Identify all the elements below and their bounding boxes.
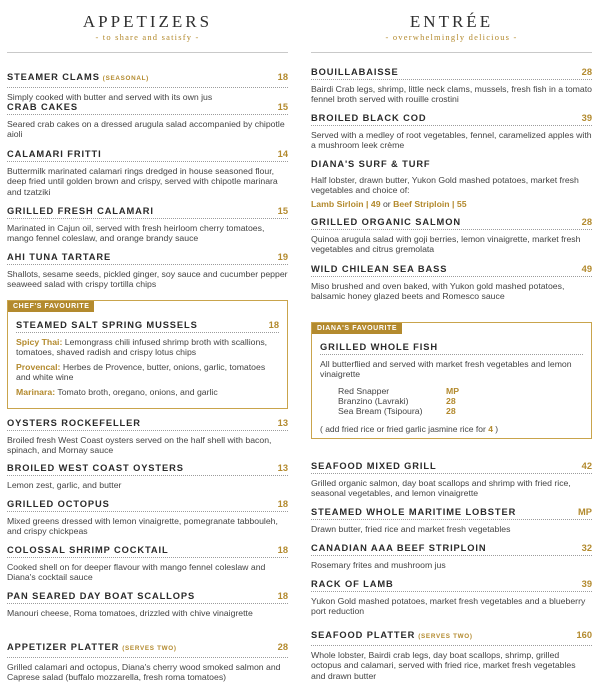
item-description: Grilled organic salmon, day boat scallops and shrimp with fried rice, seasonal vegetables, and lemon vinaigrette: [311, 478, 571, 499]
menu-item-broiled-west-coast-oysters: [7, 463, 288, 490]
rice-addon-note: ( add fried rice or fried garlic jasmine rice for 4 ): [320, 423, 499, 434]
item-price: 13: [277, 418, 288, 428]
item-price: 18: [268, 320, 279, 330]
item-name: WILD CHILEAN SEA BASS: [311, 264, 448, 274]
dianas-favourite-box: [311, 322, 592, 439]
mussels-variant: Provencal: Herbes de Provence, butter, onions, garlic, tomatoes and white wine: [16, 361, 266, 383]
menu-item-surf-and-turf: [311, 159, 592, 209]
entree-subtitle: - overwhelmingly delicious -: [385, 32, 518, 42]
item-price: 49: [581, 264, 592, 274]
menu-item-steamer-clams: [7, 67, 288, 102]
mussels-variant: Marinara: Tomato broth, oregano, onions, and garlic: [16, 386, 218, 397]
menu-item-wild-chilean-sea-bass: [311, 264, 592, 302]
item-price: 28: [277, 642, 288, 652]
fish-row: Branzino (Lavraki) 28: [338, 395, 456, 406]
item-tag: (SEASONAL): [102, 75, 149, 82]
item-price: 28: [581, 67, 592, 77]
item-name: BOUILLABAISSE: [311, 67, 399, 77]
menu-item-appetizer-platter: [7, 637, 288, 683]
menu-item-colossal-shrimp-cocktail: [7, 545, 288, 583]
item-description: Yukon Gold mashed potatoes, market fresh vegetables and a blueberry port reduction: [311, 596, 586, 617]
item-description: Mixed greens dressed with lemon vinaigrette, pomegranate tabbouleh, and crispy chickpeas: [7, 516, 278, 537]
dianas-favourite-label: DIANA'S FAVOURITE: [312, 323, 402, 334]
item-name: DIANA'S SURF & TURF: [311, 159, 431, 169]
item-description: Shallots, sesame seeds, pickled ginger, soy sauce and cucumber pepper seaweed salad with crispy tortilla chips: [7, 269, 288, 290]
menu-item-crab-cakes: [7, 102, 288, 140]
item-description: All butterflied and served with market fresh vegetables and lemon vinaigrette: [320, 359, 572, 380]
item-price: 19: [277, 252, 288, 262]
item-name: AHI TUNA TARTARE: [7, 252, 112, 262]
item-price: 13: [277, 463, 288, 473]
item-name: STEAMED SALT SPRING MUSSELS: [16, 320, 198, 330]
fish-price-list: [338, 386, 583, 416]
item-price: 32: [581, 543, 592, 553]
item-description: Simply cooked with butter and served with its own jus: [7, 92, 213, 102]
menu-item-oysters-rockefeller: [7, 418, 288, 456]
item-name: GRILLED WHOLE FISH: [320, 342, 438, 352]
item-description: Miso brushed and oven baked, with Yukon gold mashed potatoes, balsamic honey glazed beets and Romesco sauce: [311, 281, 565, 302]
fish-row: Sea Bream (Tsipoura) 28: [338, 405, 456, 416]
item-name: STEAMED WHOLE MARITIME LOBSTER: [311, 507, 517, 517]
mussels-variant: Spicy Thai: Lemongrass chili infused shrimp broth with scallions, tomatoes, shaved radish and crispy lotus chips: [16, 337, 268, 358]
item-price: 14: [277, 149, 288, 159]
item-name: BROILED WEST COAST OYSTERS: [7, 463, 184, 473]
chefs-favourite-box: [7, 300, 288, 409]
item-price: 39: [581, 113, 592, 123]
item-name: GRILLED OCTOPUS: [7, 499, 110, 509]
item-description: Buttermilk marinated calamari rings dredged in house seasoned flour, deep fried until golden brown and crispy, served with chipotle marinara and tzatziki: [7, 166, 278, 197]
item-name: BROILED BLACK COD: [311, 113, 427, 123]
menu-item-pan-seared-scallops: [7, 591, 288, 618]
item-name: OYSTERS ROCKEFELLER: [7, 418, 141, 428]
item-price: 15: [277, 102, 288, 112]
item-name: GRILLED FRESH CALAMARI: [7, 206, 154, 216]
item-description: Manouri cheese, Roma tomatoes, drizzled with chive vinaigrette: [7, 608, 253, 618]
item-description: Marinated in Cajun oil, served with fresh heirloom cherry tomatoes, mango fennel coleslaw, and orange brandy sauce: [7, 223, 265, 244]
appetizers-subtitle: - to share and satisfy -: [95, 32, 200, 42]
entree-column: [311, 0, 592, 681]
item-description: Lemon zest, garlic, and butter: [7, 480, 122, 490]
surf-turf-options: Lamb Sirloin | 49 or Beef Striploin | 55: [311, 198, 467, 209]
menu-item-calamari-fritti: [7, 149, 288, 197]
item-description: Grilled calamari and octopus, Diana's cherry wood smoked salmon and Caprese salad (buffalo mozzarella, fresh roma tomatoes): [7, 662, 281, 683]
item-tag: (SERVES TWO): [122, 645, 177, 652]
entree-title: ENTRÉE: [409, 12, 494, 31]
menu-item-seafood-mixed-grill: [311, 461, 592, 499]
menu-item-steamed-maritime-lobster: [311, 507, 592, 534]
item-description: Quinoa arugula salad with goji berries, lemon vinaigrette, market fresh vegetables and citrus gremolata: [311, 234, 581, 255]
divider: [7, 52, 288, 53]
item-name: PAN SEARED DAY BOAT SCALLOPS: [7, 591, 196, 601]
item-name: STEAMER CLAMS: [7, 72, 100, 82]
item-price: 18: [277, 545, 288, 555]
menu-item-bouillabaisse: [311, 67, 592, 105]
menu-item-rack-of-lamb: [311, 579, 592, 617]
menu-item-grilled-organic-salmon: [311, 217, 592, 255]
item-price: 28: [581, 217, 592, 227]
item-description: Half lobster, drawn butter, Yukon Gold mashed potatoes, market fresh vegetables and choice of:: [311, 175, 579, 196]
item-description: Bairdi Crab legs, shrimp, little neck clams, mussels, fresh fish in a tomato fennel broth served with rouille crostini: [311, 84, 592, 105]
menu-item-canadian-beef-striploin: [311, 543, 592, 570]
item-price: 18: [277, 591, 288, 601]
menu-item-broiled-black-cod: [311, 113, 592, 151]
menu-item-grilled-fresh-calamari: [7, 206, 288, 244]
fish-row: Red Snapper MP: [338, 385, 460, 396]
item-name: COLOSSAL SHRIMP COCKTAIL: [7, 545, 169, 555]
item-name: CANADIAN AAA BEEF STRIPLOIN: [311, 543, 487, 553]
item-price: 160: [576, 630, 592, 640]
item-price: 39: [581, 579, 592, 589]
item-name: APPETIZER PLATTER: [7, 642, 120, 652]
chefs-favourite-label: CHEF'S FAVOURITE: [8, 301, 94, 312]
item-price: MP: [578, 507, 592, 517]
item-price: 15: [277, 206, 288, 216]
item-description: Whole lobster, Bairdi crab legs, day boat scallops, shrimp, grilled octopus and calamari, served with fried rice, market fresh vegetables and drawn butter: [311, 650, 576, 681]
divider: [311, 52, 592, 53]
item-description: Served with a medley of root vegetables, fennel, caramelized apples with a mushroom leek crème: [311, 130, 592, 151]
item-name: CRAB CAKES: [7, 102, 78, 112]
item-tag: (SERVES TWO): [418, 633, 473, 640]
item-description: Broiled fresh West Coast oysters served on the half shell with bacon, spinach, and Mornay sauce: [7, 435, 272, 456]
item-price: 42: [581, 461, 592, 471]
item-name: SEAFOOD MIXED GRILL: [311, 461, 437, 471]
item-name: SEAFOOD PLATTER: [311, 630, 416, 640]
menu-item-ahi-tuna-tartare: [7, 252, 288, 290]
item-description: Seared crab cakes on a dressed arugula salad accompanied by chipotle aioli: [7, 119, 285, 140]
item-price: 18: [277, 499, 288, 509]
menu-item-seafood-platter: [311, 625, 592, 681]
menu-item-grilled-octopus: [7, 499, 288, 537]
item-description: Cooked shell on for deeper flavour with mango fennel coleslaw and Diana's cocktail sauce: [7, 562, 266, 583]
appetizers-title: APPETIZERS: [82, 12, 213, 31]
appetizers-column: [7, 0, 288, 683]
item-name: GRILLED ORGANIC SALMON: [311, 217, 461, 227]
item-description: Drawn butter, fried rice and market fresh vegetables: [311, 524, 511, 534]
item-description: Rosemary frites and mushroom jus: [311, 560, 446, 570]
item-name: RACK OF LAMB: [311, 579, 394, 589]
item-price: 18: [277, 72, 288, 82]
item-name: CALAMARI FRITTI: [7, 149, 102, 159]
